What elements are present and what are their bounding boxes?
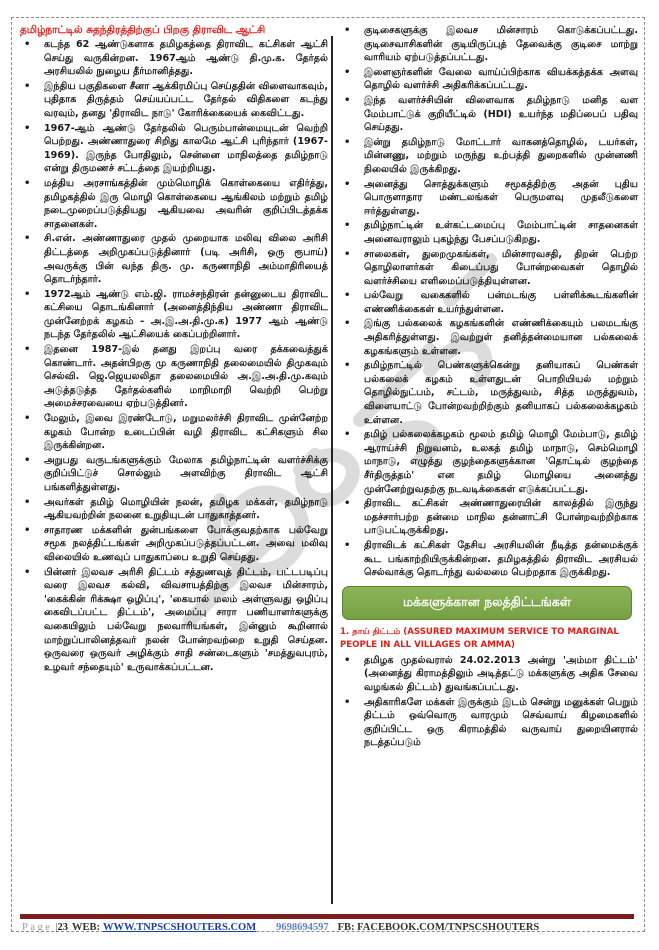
list-item: • பல்வேறு வகைகளில் பன்மடங்கு பள்ளிக்கூடங்களின் எண்ணிக்கைகள் உயர்ந்துள்ளன. — [340, 289, 638, 316]
section-heading-dravidian-rule: தமிழ்நாட்டில் சுதந்திரத்திற்குப் பிறகு திராவிட ஆட்சி — [20, 24, 266, 36]
list-item: • தமிழ் பல்கலைக்கழகம் மூலம் தமிழ் மொழி மேம்பாடு, தமிழ் ஆராய்ச்சி நிறுவனம், உலகத் தமிழ் மாநாடு, செம்மொழி மாநாடு, எழுத்து குழந்தைகளுக்கான 'தொட்டில் குழந்தை சீர்திருத்தம்' என தமிழ் மொழியை அனைத்து முன்னேற்றுவதற்கு நடவடிக்கைகள் எடுக்கப்பட்டது. — [340, 428, 638, 496]
list-item: • 1967-ஆம் ஆண்டு தேர்தலில் பெரும்பான்மையுடன் வெற்றி பெற்றது. அண்ணாதுரை சிறிது காலமே ஆட்சி புரிந்தார் (1967-1969). இருந்த போதிலும், சென்னை மாநிலத்தை தமிழ்நாடு என்று திருமணச் சட்டத்தை இயற்றியது. — [20, 122, 328, 176]
page-footer — [22, 920, 634, 934]
list-item: • இன்று தமிழ்நாடு மோட்டார் வாகனத்தொழில், டயர்கள், மின்னணு, மற்றும் மருந்து உற்பத்தி துறைகளில் முன்னணி நிலையில் இருக்கிறது. — [340, 136, 638, 177]
page-label: Page — [22, 921, 53, 933]
list-item: • மேலும், இவை இரண்டோடு, மறுமலர்ச்சி திராவிட முன்னேற்ற கழகம் போன்ற உடைப்பின் வழி திராவிட கட்சிகளும் சில இருக்கின்றன. — [20, 412, 328, 453]
list-item: • தமிழ்நாட்டில் பெண்களுக்கென்று தனியாகப் பெண்கள் பல்கலைக் கழகம் உள்ளதுடன் பொறியியல் மற்றும் தொழில்நுட்பம், சட்டம், மருத்துவம், சித்த மருத்துவம், விளையாட்டு போன்றவற்றிற்கும் தனியாகப் பல்கலைக்கழகம் உள்ளன. — [340, 359, 638, 427]
list-item: • இந்திய பகுதிகளை சீனா ஆக்கிரமிப்பு செய்ததின் விளைவாகவும், புதிதாக திருத்தம் செய்யப்பட்ட தேர்தல் விதிகளை கடந்து வரவும், தனது 'திராவிட நாடு' கோரிக்கையைக் கைவிட்டது. — [20, 80, 328, 121]
list-item: • திராவிட கட்சிகள் அண்ணாதுரையின் காலத்தில் இருந்து மதச்சார்பற்ற தன்மை மாநில தன்னாட்சி போன்றவற்றிற்காக பாடுபட்டிருக்கிறது. — [340, 497, 638, 538]
amma-scheme-heading: 1. தாய் திட்டம் (ASSURED MAXIMUM SERVICE TO MARGINAL PEOPLE IN ALL VILLAGES OR AMMA) — [340, 626, 619, 650]
column-divider — [331, 36, 333, 904]
page-number: 23 — [57, 921, 69, 933]
list-item: • கடந்த 62 ஆண்டுகளாக தமிழகத்தை திராவிட கட்சிகள் ஆட்சி செய்து வருகின்றன. 1967ஆம் ஆண்டு தி.மு.க. தேர்தல் அரசியலில் நுழைய தீர்மானித்தது. — [20, 38, 328, 79]
left-column — [20, 24, 328, 675]
list-item: • அறுபது வருடங்களுக்கும் மேலாக தமிழ்நாட்டின் வளர்ச்சிக்கு குறிப்பிட்டுச் சொல்லும் அளவிற்கு திராவிட ஆட்சி பங்களித்துள்ளது. — [20, 454, 328, 495]
website-link[interactable]: WWW.TNPSCSHOUTERS.COM — [103, 921, 257, 933]
list-item: • இங்கு பல்கலைக் கழகங்களின் எண்ணிக்கையும் பலமடங்கு அதிகரித்துள்ளது. இவற்றுள் தனித்தன்மையான பல்கலைக் கழகங்களும் உள்ளன. — [340, 317, 638, 358]
scheme-bullet-list — [340, 654, 638, 750]
list-item: • சாலைகள், துறைமுகங்கள், மின்சாரவசதி, திறன் பெற்ற தொழிலாளர்கள் கிடைப்பது போன்றவைகள் தொழில் வளர்ச்சியை எளிமைப்படுத்தியுள்ளன. — [340, 248, 638, 289]
phone-number: 9698694597 — [276, 921, 329, 933]
right-bullet-list — [340, 24, 638, 580]
list-item: • சி.என். அண்ணாதுரை முதல் முறையாக மலிவு விலை அரிசி திட்டத்தை அறிமுகப்படுத்தினார் (படி அரிசி, ஒரு ரூபாய்) அவருக்கு பின் வந்த திரு. மு. கருணாநிதி அம்மாதிரியைத் தொடர்ந்தார். — [20, 232, 328, 286]
list-item: • இதனை 1987-இல் தனது இறப்பு வரை தக்கவைத்துக் கொண்டார். அதன்பிறகு மு கருணாநிதி தலைமையில் திமுகவும் செல்வி. ஜெ.ஜெயலலிதா தலைமையில் அ.இ.அ.தி.மு.கவும் அடுத்தடுத்த தேர்தல்களில் மாறிமாறி வெற்றி பெற்று அமைச்சரவையை ஏற்படுத்தினர். — [20, 343, 328, 411]
list-item: • அனைத்து சொத்துக்களும் சமூகத்திற்கு அதன் புதிய பொருளாதார மண்டலங்கள் பெருமளவு முதலீடுகளை ஈர்த்துள்ளது. — [340, 178, 638, 219]
web-label: WEB: — [72, 921, 101, 933]
list-item: • திராவிடக் கட்சிகள் தேசிய அரசியலின் நீடித்த தன்மைக்குக் கூட பங்காற்றியிருக்கின்றன. தமிழகத்தில் திராவிட அரசியல் செல்வாக்கு தொடர்ந்து வல்லமை பெற்றதாக இருக்கிறது. — [340, 539, 638, 580]
list-item: • குடிசைகளுக்கு இலவச மின்சாரம் கொடுக்கப்பட்டது. குடிசைவாசிகளின் குடியிருப்புத் தேவைக்கு குடிசை மாற்று வாரியம் ஏற்படுத்தப்பட்டது. — [340, 24, 638, 65]
footer-rule — [20, 914, 634, 919]
list-item: • தமிழக முதல்வரால் 24.02.2013 அன்று 'அம்மா திட்டம்' (அனைத்து கிராமத்திலும் அடித்தட்டு மக்களுக்கு அதிக சேவை வழங்கல் திட்டம்) துவங்கப்பட்டது. — [340, 654, 638, 695]
list-item: • இந்த வளர்ச்சியின் விளைவாக தமிழ்நாடு மனித வள மேம்பாட்டுக் குறியீட்டில் (HDI) உயர்ந்த மதிப்பைப் பதிவு செய்தது. — [340, 94, 638, 135]
list-item: • அவர்கள் தமிழ் மொழியின் நலன், தமிழக மக்கள், தமிழ்நாடு ஆகியவற்றின் நலனை உறுதியுடன் பாதுகாத்தனர். — [20, 496, 328, 523]
list-item: • சாதாரண மக்களின் துன்பங்களை போக்குவதற்காக பல்வேறு சமூக நலத்திட்டங்கள் அறிமுகப்படுத்தப்பட்டன. அவை மலிவு விலையில் உணவுப் பாதுகாப்பை உறுதி செய்தது. — [20, 524, 328, 565]
banner-title: மக்களுக்கான நலத்திட்டங்கள் — [402, 594, 572, 610]
list-item: • மத்திய அரசாங்கத்தின் மும்மொழிக் கொள்கையை எதிர்த்து, தமிழகத்தில் இரு மொழி கொள்கையை ஆங்கிலம் மற்றும் தமிழ் நடைமுறைப்படுத்தியது ஆகியவை அவரின் குறிப்பிடத்தக்க சாதனைகள். — [20, 177, 328, 231]
list-item: • பின்னர் இலவச அரிசி திட்டம் சத்துணவுத் திட்டம், பட்டபடிப்பு வரை இலவச கல்வி, விவசாயத்திற்கு இலவச மின்சாரம், 'கைக்கின் ரிக்க்ஷா ஒழிப்பு', 'கையால் மலம் அள்ளுவது ஒழிப்பு கைவிடப்பட்ட திட்டம்', அமைப்பு சாரா பணியாளர்களுக்கு வகையிலும் பல்வேறு நலவாரியங்கள், இன்னும் கூறினால் மாற்றுப்பாலினத்தவர் நலன் போன்றவற்றை உறுதி செய்தன. ஒருவரை ஒருவர் அழிக்கும் சாதி சண்டைகளும் 'சமத்துவபுரம், உழவர் சந்தையும்' உருவாக்கப்பட்டன. — [20, 566, 328, 675]
list-item: • 1972ஆம் ஆண்டு எம்.ஜி. ராமச்சந்திரன் தன்னுடைய திராவிட கட்சியை தொடங்கினார் (அனைத்திந்திய அண்ணா திராவிட முன்னேற்றக் கழகம் - அ.இ.அ.தி.மு.க) 1977 ஆம் ஆண்டு நடந்த தேர்தலில் ஆட்சியைக் கைப்பற்றினார். — [20, 288, 328, 342]
list-item: • அதிகாரிகளே மக்கள் இருக்கும் இடம் சென்று மனுக்கள் பெறும் திட்டம் ஒவ்வொரு வாரமும் செவ்வாய் கிழமைகளில் குறிப்பிட்ட ஒரு கிராமத்தில் வருவாய் துறையினரால் நடத்தப்படும் — [340, 696, 638, 750]
left-bullet-list — [20, 38, 328, 674]
welfare-schemes-banner — [342, 586, 632, 620]
list-item: • தமிழ்நாட்டின் உள்கட்டமைப்பு மேம்பாட்டின் சாதனைகள் அனைவராலும் புகழ்ந்து பேசப்படுகிறது. — [340, 219, 638, 246]
facebook-link[interactable]: FB: FACEBOOK.COM/TNPSCSHOUTERS — [337, 921, 540, 933]
page-separator: | — [55, 921, 58, 933]
list-item: • இளைஞர்களின் வேலை வாய்ப்பிற்காக வியக்கத்தக்க அளவு தொழில் வளர்ச்சி அதிகரிக்கப்பட்டது. — [340, 66, 638, 93]
right-column — [340, 24, 638, 751]
